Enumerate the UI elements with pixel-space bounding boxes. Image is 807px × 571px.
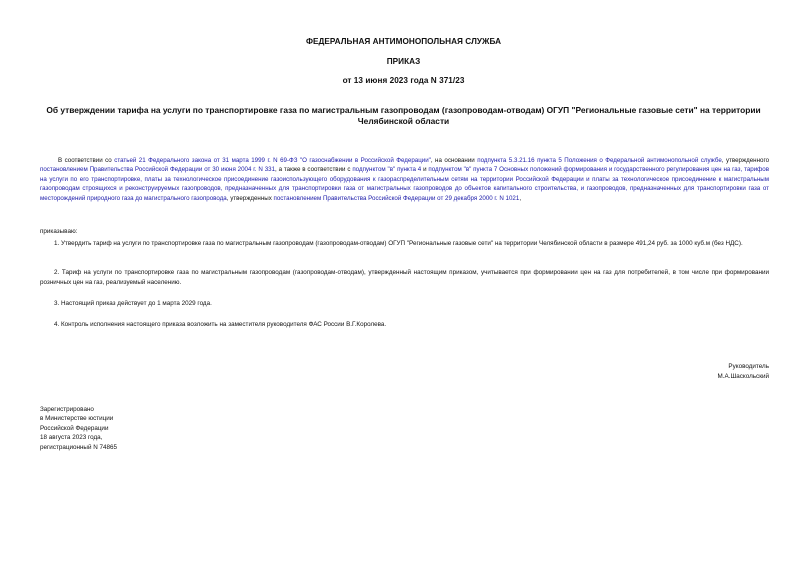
preamble-text-2: , на основании	[430, 157, 478, 164]
government-decree-1021-link[interactable]: постановлением Правительства Российской Федерации от 29 декабря 2000 г. N 1021	[273, 194, 520, 202]
registration-block	[40, 405, 260, 452]
fas-regulation-link[interactable]: подпункта 5.3.21.16 пункта 5 Положения о Федеральной антимонопольной службе	[477, 157, 722, 164]
registration-line-2: в Министерстве юстиции	[40, 415, 114, 423]
signature-block	[569, 362, 769, 381]
government-decree-331-link[interactable]: постановлением Правительства Российской Федерации от 30 июня 2004 г. N 331	[40, 166, 276, 174]
law-link[interactable]: статьей 21 Федерального закона от 31 марта 1999 г. N 69-ФЗ "О газоснабжении в Российской Федерации"	[114, 157, 431, 164]
basic-provisions-link[interactable]: подпунктом "в" пункта 7 Основных положений формирования и государственного регулирования цен на газ, тарифов на услуги по его транспортировке, платы за технологическое присоединение газоиспользующего оборудования к газораспределительным сетям на территории Российской Федерации и платы за технологическое присоединение к магистральным газопроводам строящихся и реконструируемых газопроводов, предназначенных для транспортировки газа от магистральных газопроводов до объектов капитального строительства, и газопроводов, предназначенных для транспортировки газа от месторождений природного газа до магистрального газопровода	[40, 166, 769, 202]
order-word: приказываю:	[40, 228, 78, 235]
signatory-name: М.А.Шаскольский	[717, 372, 769, 380]
order-item-4: 4. Контроль исполнения настоящего приказа возложить на заместителя руководителя ФАС России В.Г.Королева.	[54, 321, 387, 328]
preamble-paragraph	[40, 156, 769, 203]
order-item-1: 1. Утвердить тариф на услуги по транспортировке газа по магистральным газопроводам (газопроводам-отводам) ОГУП "Региональные газовые сети" на территории Челябинской области в размере 491,24 руб. за 1000 куб.м (без НДС).	[54, 240, 743, 247]
preamble-text-4: , а также в соответствии с	[275, 166, 353, 174]
signatory-position: Руководитель	[728, 363, 769, 370]
order-item-3: 3. Настоящий приказ действует до 1 марта 2029 года.	[54, 300, 212, 307]
preamble-text-5: и	[421, 166, 429, 174]
agency-name: ФЕДЕРАЛЬНАЯ АНТИМОНОПОЛЬНАЯ СЛУЖБА	[305, 37, 502, 46]
registration-line-5: регистрационный N 74865	[40, 443, 118, 451]
registration-line-3: Российской Федерации	[40, 424, 109, 432]
registration-line-1: Зарегистрировано	[40, 406, 94, 413]
preamble-text-7: ,	[519, 194, 522, 202]
document-type: ПРИКАЗ	[386, 57, 421, 66]
document-date-number: от 13 июня 2023 года N 371/23	[342, 76, 465, 85]
order-item-2: 2. Тариф на услуги по транспортировке газа по магистральным газопроводам (газопроводам-отводам), утвержденный настоящим приказом, учитывается при формировании цен на газ для потребителей, в том числе при формировании розничных цен на газ, реализуемый населению.	[40, 269, 769, 286]
registration-line-4: 18 августа 2023 года,	[40, 434, 103, 442]
preamble-text-3: , утвержденного	[721, 157, 770, 164]
preamble-text-1: В соответствии со	[58, 157, 115, 164]
subparagraph-4-link[interactable]: подпунктом "в" пункта 4	[352, 166, 422, 174]
preamble-text-6: , утвержденных	[226, 194, 274, 202]
document-title: Об утверждении тарифа на услуги по транспортировке газа по магистральным газопроводам (газопроводам-отводам) ОГУП "Региональные газовые сети" на территории Челябинской области	[46, 105, 761, 126]
